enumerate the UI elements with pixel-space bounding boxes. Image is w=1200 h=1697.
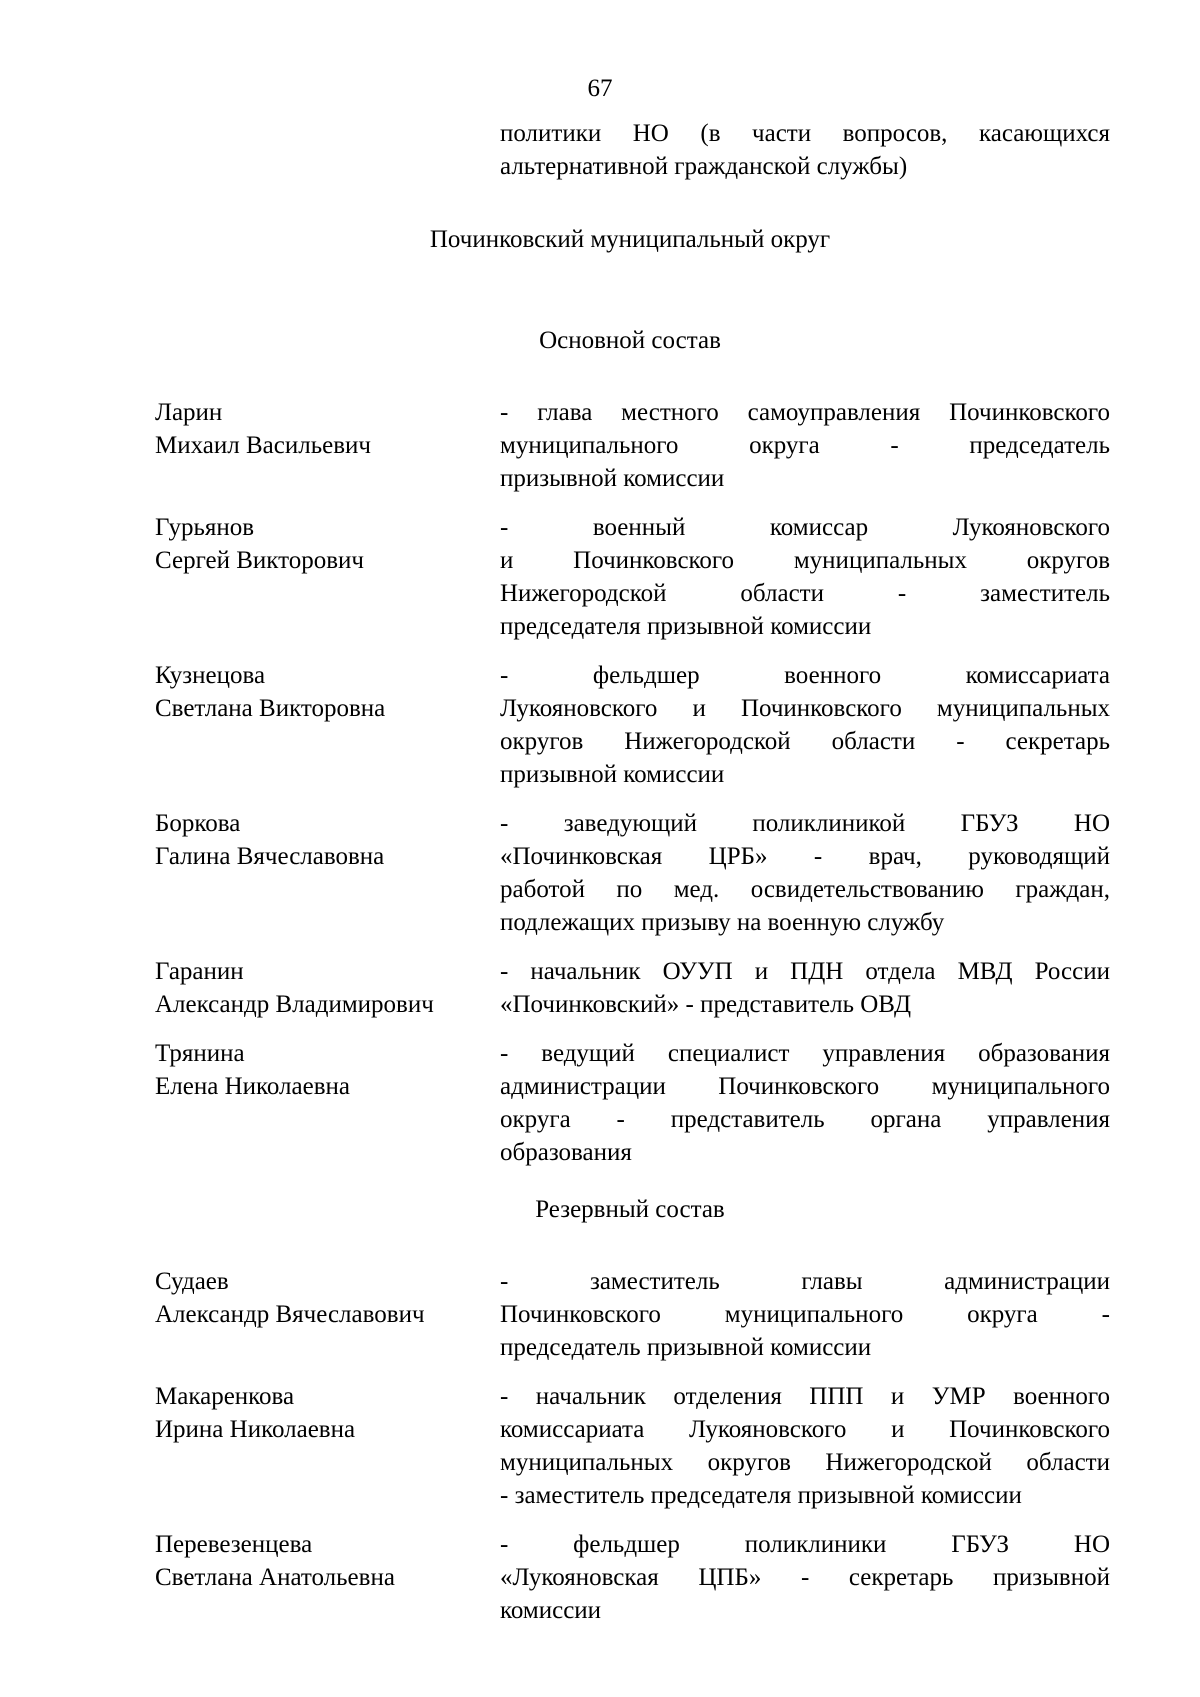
member-surname: Трянина xyxy=(155,1040,245,1067)
role-line: - ведущий специалист управления образования xyxy=(500,1040,1110,1067)
member-role xyxy=(500,1265,1110,1364)
role-line: - глава местного самоуправления Починковского xyxy=(500,399,1110,426)
role-line: председателя призывной комиссии xyxy=(500,613,872,640)
member-role xyxy=(500,807,1110,939)
role-line: - заместитель председателя призывной комиссии xyxy=(500,1482,1022,1509)
role-line: комиссариата Лукояновского и Починковского xyxy=(500,1416,1110,1443)
member-entry xyxy=(155,1528,1110,1627)
role-line: - начальник ОУУП и ПДН отдела МВД России xyxy=(500,958,1110,985)
page-number: 67 xyxy=(587,75,613,102)
member-entry xyxy=(155,659,1110,791)
member-surname: Гурьянов xyxy=(155,514,255,541)
role-line: муниципального округа - председатель xyxy=(500,432,1110,459)
member-role xyxy=(500,955,1110,1021)
member-entry xyxy=(155,955,1110,1021)
member-role xyxy=(500,511,1110,643)
member-given-names: Михаил Васильевич xyxy=(155,432,371,459)
member-entry xyxy=(155,396,1110,495)
member-surname: Ларин xyxy=(155,399,223,426)
reserve-section-title: Резервный состав xyxy=(535,1196,725,1223)
role-line: Починковского муниципального округа - xyxy=(500,1301,1110,1328)
member-name xyxy=(155,1528,500,1627)
member-entry xyxy=(155,511,1110,643)
continuation-line: альтернативной гражданской службы) xyxy=(500,153,908,180)
member-entry xyxy=(155,1380,1110,1512)
role-line: - фельдшер поликлиники ГБУЗ НО xyxy=(500,1531,1110,1558)
role-line: «Починковский» - представитель ОВД xyxy=(500,991,912,1018)
member-surname: Боркова xyxy=(155,810,241,837)
role-line: призывной комиссии xyxy=(500,465,725,492)
role-line: «Лукояновская ЦПБ» - секретарь призывной xyxy=(500,1564,1110,1591)
member-name xyxy=(155,511,500,643)
member-role xyxy=(500,1037,1110,1169)
role-line: «Починковская ЦРБ» - врач, руководящий xyxy=(500,843,1110,870)
district-title: Починковский муниципальный округ xyxy=(429,226,831,253)
member-given-names: Светлана Викторовна xyxy=(155,695,386,722)
role-line: - начальник отделения ППП и УМР военного xyxy=(500,1383,1110,1410)
member-name xyxy=(155,659,500,791)
member-name xyxy=(155,807,500,939)
member-given-names: Александр Вячеславович xyxy=(155,1301,425,1328)
member-given-names: Елена Николаевна xyxy=(155,1073,350,1100)
member-role xyxy=(500,659,1110,791)
member-entry xyxy=(155,1265,1110,1364)
member-surname: Кузнецова xyxy=(155,662,266,689)
role-line: Нижегородской области - заместитель xyxy=(500,580,1110,607)
member-surname: Судаев xyxy=(155,1268,229,1295)
role-line: Лукояновского и Починковского муниципальных xyxy=(500,695,1110,722)
member-given-names: Галина Вячеславовна xyxy=(155,843,385,870)
main-section-title: Основной состав xyxy=(539,327,721,354)
reserve-members-list xyxy=(155,1265,1110,1643)
role-line: администрации Починковского муниципального xyxy=(500,1073,1110,1100)
member-surname: Перевезенцева xyxy=(155,1531,313,1558)
member-role xyxy=(500,1380,1110,1512)
role-line: образования xyxy=(500,1139,632,1166)
continuation-line: политики НО (в части вопросов, касающихся xyxy=(500,120,1110,147)
role-line: - заместитель главы администрации xyxy=(500,1268,1110,1295)
role-line: - фельдшер военного комиссариата xyxy=(500,662,1110,689)
role-line: - заведующий поликлиникой ГБУЗ НО xyxy=(500,810,1110,837)
member-entry xyxy=(155,807,1110,939)
role-line: председатель призывной комиссии xyxy=(500,1334,872,1361)
member-given-names: Светлана Анатольевна xyxy=(155,1564,395,1591)
member-name xyxy=(155,955,500,1021)
role-line: призывной комиссии xyxy=(500,761,725,788)
role-line: работой по мед. освидетельствованию граждан, xyxy=(500,876,1110,903)
member-name xyxy=(155,1265,500,1364)
role-line: - военный комиссар Лукояновского xyxy=(500,514,1110,541)
member-name xyxy=(155,1037,500,1169)
role-line: и Починковского муниципальных округов xyxy=(500,547,1110,574)
member-name xyxy=(155,1380,500,1512)
member-role xyxy=(500,396,1110,495)
member-name xyxy=(155,396,500,495)
role-line: подлежащих призыву на военную службу xyxy=(500,909,945,936)
member-surname: Макаренкова xyxy=(155,1383,295,1410)
role-line: округа - представитель органа управления xyxy=(500,1106,1110,1133)
member-role xyxy=(500,1528,1110,1627)
continuation-text xyxy=(500,117,1110,183)
role-line: муниципальных округов Нижегородской области xyxy=(500,1449,1110,1476)
member-given-names: Александр Владимирович xyxy=(155,991,434,1018)
role-line: округов Нижегородской области - секретарь xyxy=(500,728,1110,755)
member-given-names: Ирина Николаевна xyxy=(155,1416,356,1443)
role-line: комиссии xyxy=(500,1597,602,1624)
main-members-list xyxy=(155,396,1110,1185)
member-surname: Гаранин xyxy=(155,958,244,985)
member-given-names: Сергей Викторович xyxy=(155,547,364,574)
member-entry xyxy=(155,1037,1110,1169)
